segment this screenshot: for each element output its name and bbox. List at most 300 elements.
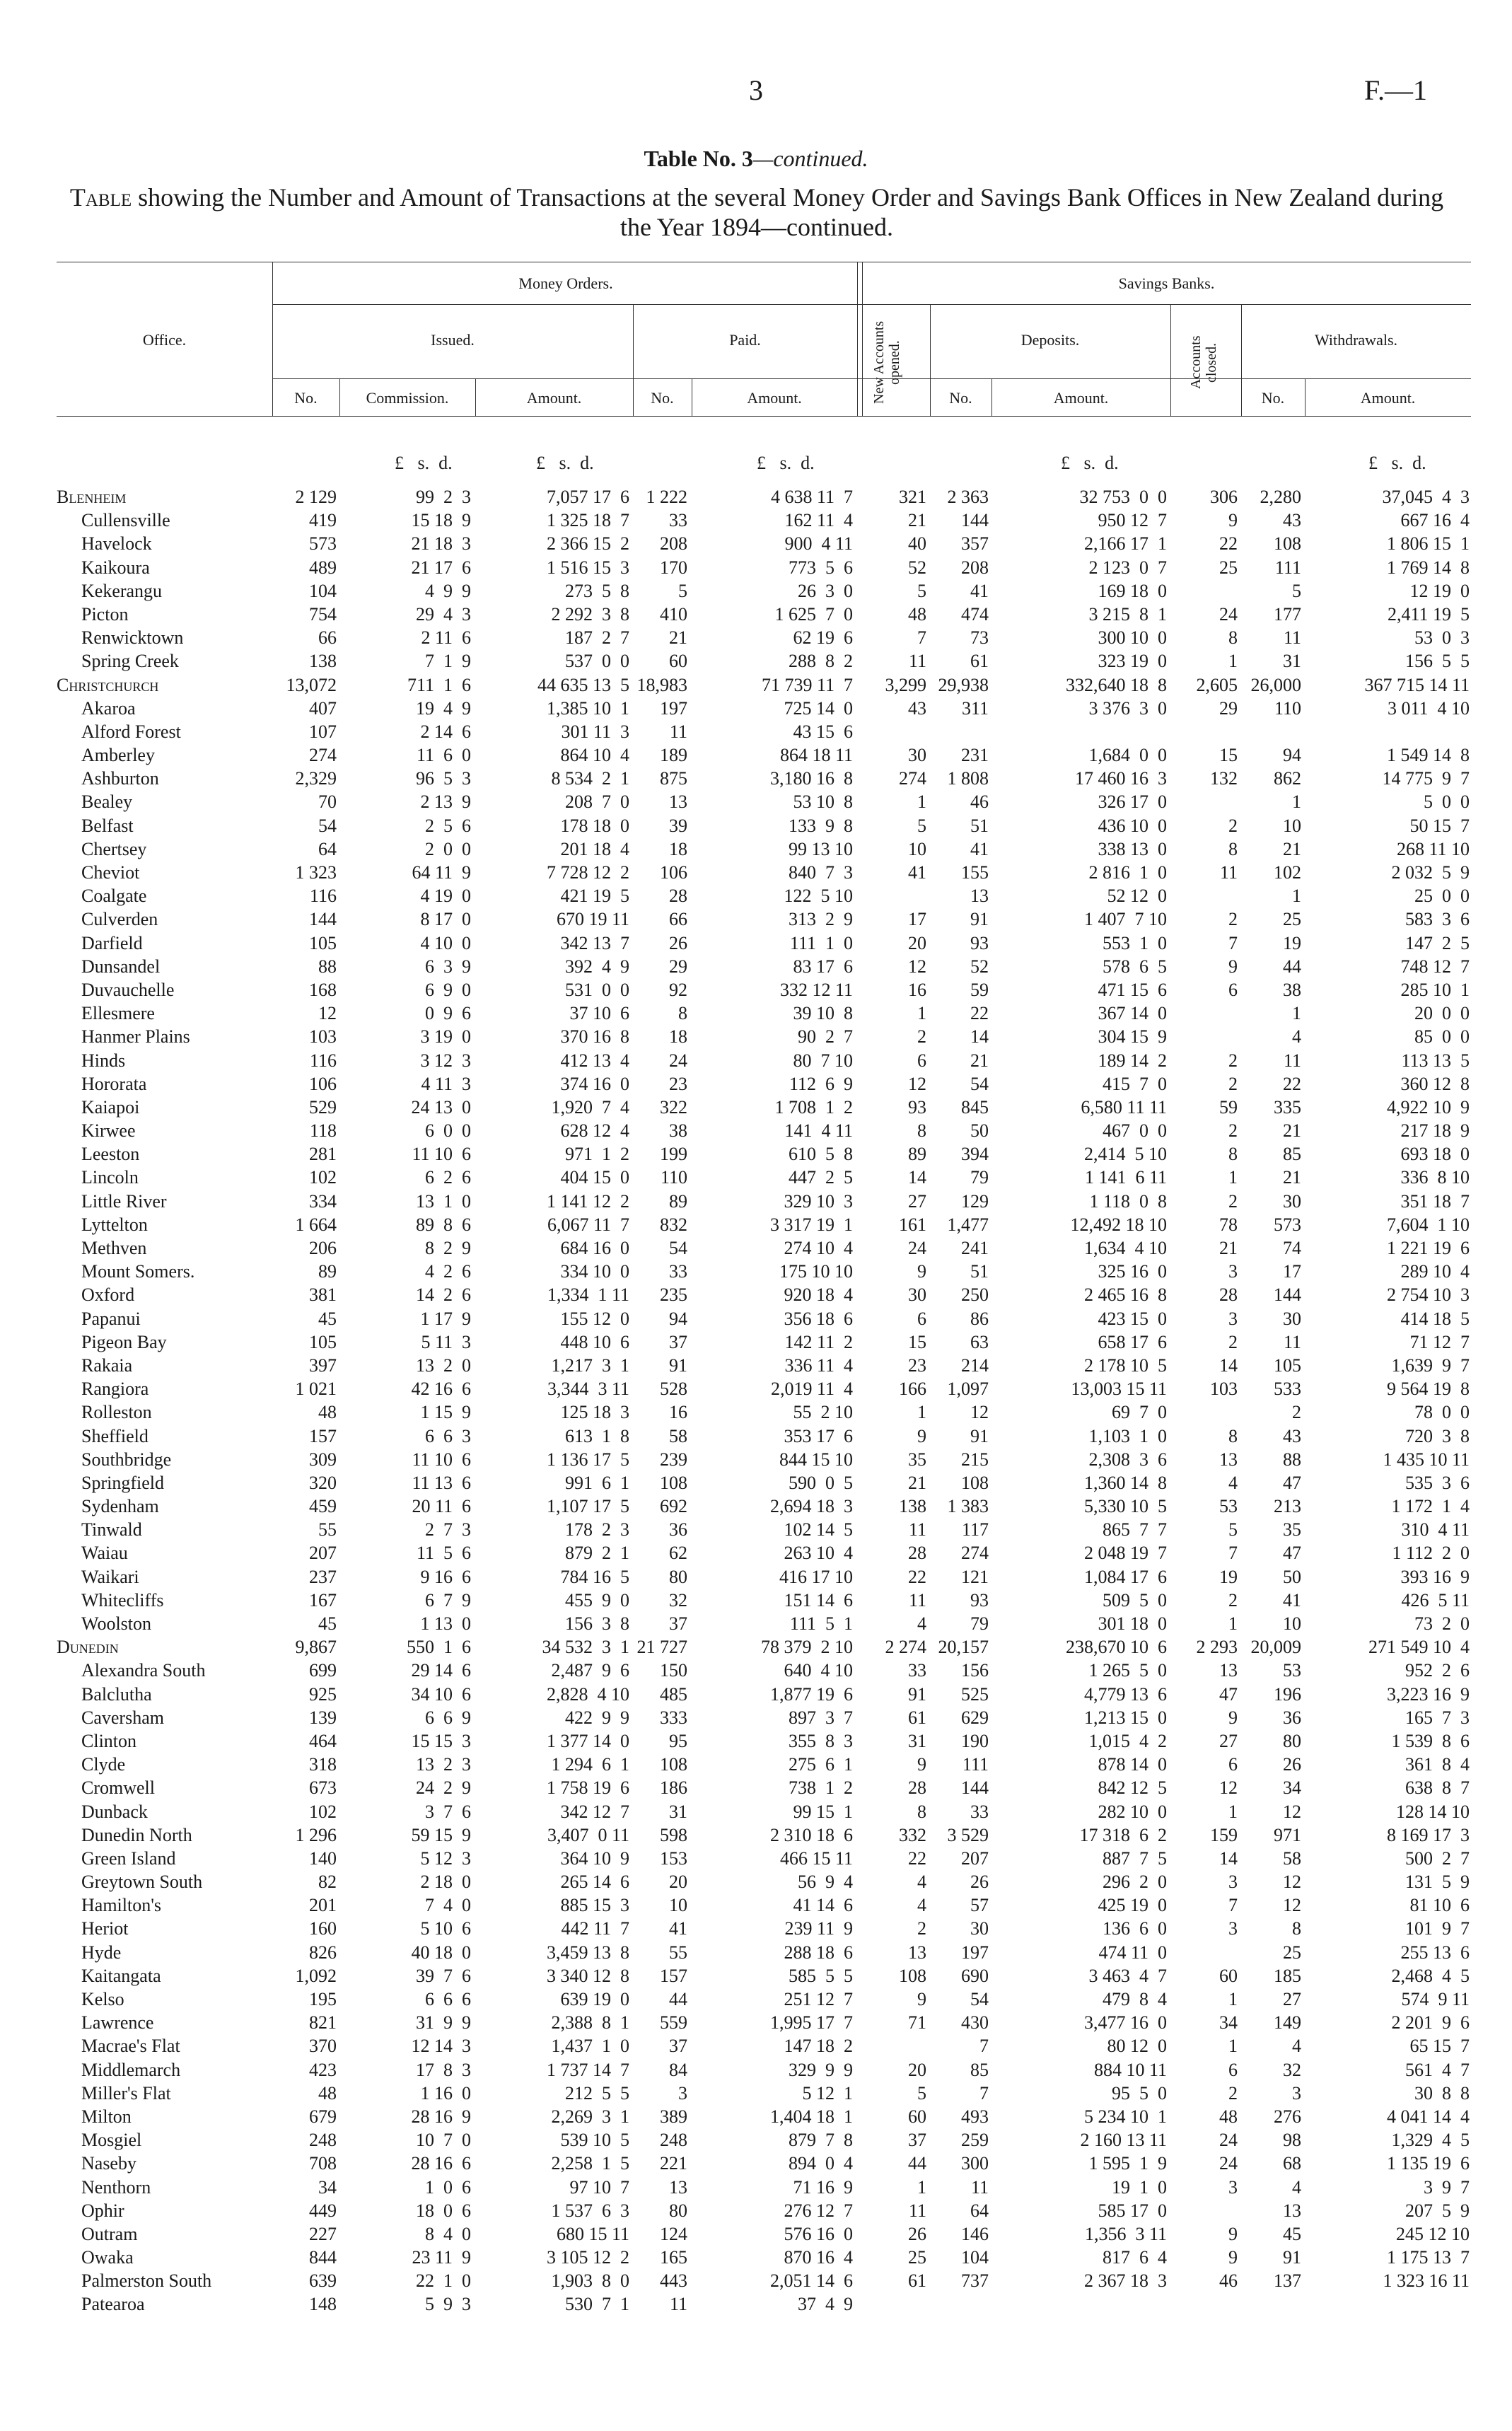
cell-deposits-amount: 1,356 3 11: [1084, 2223, 1167, 2244]
cell-withdrawals-amount: 393 16 9: [1400, 1566, 1470, 1587]
cell-withdrawals-no: 22: [1283, 1073, 1301, 1094]
cell-issued-no: 45: [318, 1613, 337, 1634]
cell-deposits-amount: 1,213 15 0: [1084, 1707, 1167, 1728]
table-row: [0, 1307, 1512, 1330]
cell-new-accounts: 11: [908, 1519, 926, 1541]
cell-commission: 2 18 0: [420, 1872, 471, 1893]
office-name: Renwicktown: [81, 627, 184, 649]
cell-paid-amount: 1,404 18 1: [770, 2106, 853, 2127]
cell-paid-amount: 1,877 19 6: [770, 1683, 853, 1705]
cell-new-accounts: 28: [908, 1543, 926, 1564]
cell-commission: 23 11 9: [412, 2247, 471, 2268]
cell-withdrawals-amount: 583 3 6: [1405, 909, 1470, 930]
cell-deposits-no: 117: [961, 1519, 989, 1541]
cell-withdrawals-amount: 3 011 4 10: [1387, 697, 1470, 719]
table-row: [0, 955, 1512, 978]
cell-deposits-amount: 323 19 0: [1098, 651, 1167, 672]
cell-paid-no: 11: [669, 721, 687, 742]
table-row: [0, 1893, 1512, 1917]
cell-accounts-closed: 2: [1228, 1331, 1238, 1352]
cell-deposits-amount: 2 123 0 7: [1088, 557, 1167, 578]
cell-issued-no: 139: [309, 1707, 337, 1728]
office-name: Palmerston South: [81, 2270, 212, 2292]
page-number: 3: [749, 74, 763, 106]
table-row: [0, 1448, 1512, 1471]
cell-paid-amount: 894 0 4: [789, 2153, 853, 2174]
cell-paid-no: 208: [660, 533, 687, 555]
caption-text: showing the Number and Amount of Transactions at the several Money Order and Savings Bank Offices in New Zealand during the Year 1894—continued.: [138, 183, 1444, 241]
office-name: Leeston: [81, 1144, 140, 1165]
cell-new-accounts: 35: [908, 1449, 926, 1470]
cell-deposits-no: 59: [970, 979, 989, 1000]
table-row: [0, 1471, 1512, 1495]
cell-paid-no: 55: [669, 1942, 687, 1963]
cell-new-accounts: 9: [917, 1425, 926, 1446]
table-row: [0, 1096, 1512, 1119]
cell-issued-amount: 531 0 0: [565, 979, 629, 1000]
cell-withdrawals-amount: 414 18 5: [1400, 1308, 1470, 1329]
office-name: Alford Forest: [81, 721, 181, 742]
cell-withdrawals-no: 88: [1283, 1449, 1301, 1470]
cell-withdrawals-amount: 720 3 8: [1405, 1425, 1470, 1446]
cell-commission: 1 17 9: [420, 1308, 471, 1329]
table-row: [0, 1025, 1512, 1048]
office-name: Macrae's Flat: [81, 2036, 180, 2057]
cell-withdrawals-amount: 50 15 7: [1409, 815, 1470, 836]
cell-commission: 6 7 9: [425, 1589, 471, 1611]
cell-commission: 29 4 3: [416, 603, 471, 625]
cell-withdrawals-no: 1: [1292, 791, 1301, 813]
cell-issued-no: 105: [309, 932, 337, 953]
cell-withdrawals-no: 20,009: [1250, 1637, 1301, 1658]
cell-accounts-closed: 3: [1228, 1308, 1238, 1329]
cell-new-accounts: 6: [917, 1308, 926, 1329]
cell-issued-no: 34: [318, 2176, 337, 2198]
cell-new-accounts: 332: [899, 1824, 926, 1845]
cell-withdrawals-no: 102: [1274, 862, 1301, 883]
table-number-suffix: —continued.: [752, 146, 868, 171]
cell-withdrawals-amount: 78 0 0: [1414, 1402, 1470, 1423]
cell-deposits-no: 274: [961, 1543, 989, 1564]
cell-paid-amount: 122 5 10: [784, 886, 853, 907]
cell-deposits-no: 30: [970, 1918, 989, 1939]
cell-deposits-no: 11: [970, 2176, 989, 2198]
cell-withdrawals-no: 111: [1274, 557, 1301, 578]
cell-issued-amount: 342 13 7: [560, 932, 629, 953]
cell-paid-amount: 2,694 18 3: [770, 1496, 853, 1517]
cell-paid-no: 199: [660, 1144, 687, 1165]
cell-issued-amount: 301 11 3: [561, 721, 629, 742]
cell-withdrawals-no: 47: [1283, 1472, 1301, 1493]
cell-paid-no: 150: [660, 1660, 687, 1681]
cell-commission: 7 1 9: [425, 651, 471, 672]
cell-withdrawals-amount: 748 12 7: [1400, 956, 1470, 977]
cell-accounts-closed: 1: [1228, 1613, 1238, 1634]
cell-commission: 19 4 9: [416, 697, 471, 719]
cell-issued-amount: 201 18 4: [560, 838, 629, 859]
cell-deposits-no: 54: [970, 1989, 989, 2009]
cell-paid-amount: 864 18 11: [779, 745, 853, 766]
table-caption: [57, 182, 1457, 242]
header-issued-no: No.: [294, 389, 318, 407]
cell-deposits-amount: 5 234 10 1: [1084, 2106, 1167, 2127]
cell-accounts-closed: 9: [1228, 1707, 1238, 1728]
office-name: Rolleston: [81, 1402, 152, 1423]
cell-accounts-closed: 13: [1219, 1660, 1238, 1681]
office-name: Kaitangata: [81, 1965, 161, 1986]
header-deposits-no: No.: [949, 389, 972, 407]
cell-withdrawals-amount: 574 9 11: [1401, 1989, 1470, 2009]
cell-accounts-closed: 7: [1228, 932, 1238, 953]
table-row: [0, 2222, 1512, 2246]
caption-lead: Table: [69, 183, 132, 211]
cell-new-accounts: 12: [908, 956, 926, 977]
cell-withdrawals-no: 13: [1283, 2200, 1301, 2221]
cell-accounts-closed: 9: [1228, 510, 1238, 531]
cell-issued-amount: 539 10 5: [560, 2130, 629, 2151]
units-paid-amount: £ s. d.: [757, 453, 815, 473]
cell-issued-no: 157: [309, 1425, 337, 1446]
cell-withdrawals-amount: 336 8 10: [1400, 1167, 1470, 1188]
cell-accounts-closed: 9: [1228, 2223, 1238, 2244]
cell-paid-no: 18,983: [636, 674, 687, 695]
cell-new-accounts: 2: [917, 1918, 926, 1939]
cell-commission: 10 7 0: [416, 2130, 471, 2151]
cell-paid-no: 322: [660, 1096, 687, 1118]
cell-withdrawals-amount: 1 769 14 8: [1387, 557, 1470, 578]
cell-issued-no: 105: [309, 1331, 337, 1352]
cell-deposits-no: 29,938: [938, 674, 989, 695]
cell-new-accounts: 14: [908, 1167, 926, 1188]
cell-paid-no: 197: [660, 697, 687, 719]
cell-deposits-no: 121: [961, 1566, 989, 1587]
cell-accounts-closed: 9: [1228, 956, 1238, 977]
cell-issued-amount: 537 0 0: [565, 651, 629, 672]
cell-deposits-no: 13: [970, 886, 989, 907]
cell-paid-amount: 920 18 4: [784, 1284, 853, 1306]
cell-issued-no: 397: [309, 1354, 337, 1376]
table-row: [0, 626, 1512, 649]
office-name: Kaikoura: [81, 557, 150, 578]
cell-issued-amount: 2 366 15 2: [547, 533, 629, 555]
cell-deposits-no: 93: [970, 1589, 989, 1611]
cell-commission: 20 11 6: [412, 1496, 471, 1517]
cell-commission: 2 13 9: [420, 791, 471, 813]
cell-accounts-closed: 24: [1219, 2130, 1238, 2151]
cell-issued-amount: 342 12 7: [560, 1801, 629, 1822]
cell-paid-amount: 879 7 8: [789, 2130, 853, 2151]
cell-paid-amount: 1 708 1 2: [774, 1096, 853, 1118]
cell-withdrawals-no: 971: [1274, 1824, 1301, 1845]
cell-withdrawals-no: 144: [1274, 1284, 1301, 1306]
office-name: Outram: [81, 2223, 138, 2244]
cell-paid-no: 84: [669, 2059, 687, 2080]
cell-withdrawals-no: 68: [1283, 2153, 1301, 2174]
cell-commission: 2 0 0: [425, 838, 471, 859]
cell-withdrawals-amount: 2,411 19 5: [1387, 603, 1470, 625]
cell-deposits-amount: 95 5 0: [1112, 2082, 1167, 2104]
cell-issued-no: 419: [309, 510, 337, 531]
cell-deposits-amount: 1 118 0 8: [1089, 1190, 1167, 1212]
cell-paid-no: 21 727: [636, 1637, 687, 1658]
table-row: [0, 1847, 1512, 1870]
cell-deposits-amount: 474 11 0: [1098, 1942, 1167, 1963]
cell-withdrawals-no: 12: [1283, 1801, 1301, 1822]
cell-withdrawals-no: 44: [1283, 956, 1301, 977]
cell-deposits-amount: 2 178 10 5: [1084, 1354, 1167, 1376]
table-row: [0, 2128, 1512, 2152]
cell-issued-no: 449: [309, 2200, 337, 2221]
cell-accounts-closed: 78: [1219, 1214, 1238, 1235]
cell-new-accounts: 12: [908, 1073, 926, 1094]
table-row: [0, 2246, 1512, 2269]
cell-paid-no: 189: [660, 745, 687, 766]
cell-paid-amount: 53 10 8: [793, 791, 853, 813]
cell-withdrawals-amount: 128 14 10: [1396, 1801, 1470, 1822]
cell-new-accounts: 2 274: [885, 1637, 926, 1658]
cell-deposits-amount: 471 15 6: [1098, 979, 1167, 1000]
cell-issued-no: 148: [309, 2294, 337, 2315]
cell-commission: 6 0 0: [425, 1120, 471, 1142]
cell-issued-amount: 265 14 6: [560, 1872, 629, 1893]
cell-issued-no: 370: [309, 2036, 337, 2057]
table-row: [0, 649, 1512, 673]
cell-paid-no: 37: [669, 2036, 687, 2057]
cell-accounts-closed: 29: [1219, 697, 1238, 719]
cell-new-accounts: 26: [908, 2223, 926, 2244]
office-name: Belfast: [81, 815, 134, 836]
units-issued-amount: £ s. d.: [536, 453, 594, 473]
cell-issued-no: 826: [309, 1942, 337, 1963]
office-name: Tinwald: [81, 1519, 142, 1541]
cell-withdrawals-no: 35: [1283, 1519, 1301, 1541]
table-row: [0, 532, 1512, 555]
cell-commission: 13 1 0: [416, 1190, 471, 1212]
cell-deposits-amount: 296 2 0: [1103, 1872, 1167, 1893]
cell-new-accounts: 4: [917, 1872, 926, 1893]
cell-paid-no: 62: [669, 1543, 687, 1564]
cell-issued-no: 708: [309, 2153, 337, 2174]
cell-paid-amount: 2 310 18 6: [770, 1824, 853, 1845]
cell-issued-amount: 2 292 3 8: [551, 603, 629, 625]
cell-issued-amount: 2,269 3 1: [551, 2106, 629, 2127]
cell-accounts-closed: 19: [1219, 1566, 1238, 1587]
cell-issued-amount: 680 15 11: [556, 2223, 629, 2244]
cell-issued-amount: 1 377 14 0: [547, 1730, 629, 1751]
cell-accounts-closed: 34: [1219, 2012, 1238, 2033]
cell-withdrawals-amount: 165 7 3: [1405, 1707, 1470, 1728]
cell-paid-amount: 133 9 8: [789, 815, 853, 836]
cell-deposits-no: 63: [970, 1331, 989, 1352]
office-name: Darfield: [81, 932, 143, 953]
table-row: [0, 2199, 1512, 2222]
office-name: Middlemarch: [81, 2059, 181, 2080]
cell-paid-amount: 151 14 6: [784, 1589, 853, 1611]
cell-withdrawals-amount: 131 5 9: [1405, 1872, 1470, 1893]
cell-new-accounts: 274: [899, 768, 926, 789]
header-withdrawals-no: No.: [1261, 389, 1285, 407]
cell-deposits-no: 91: [970, 1425, 989, 1446]
cell-issued-amount: 34 532 3 1: [542, 1637, 629, 1658]
cell-paid-no: 18: [669, 838, 687, 859]
cell-accounts-closed: 8: [1228, 838, 1238, 859]
cell-issued-no: 12: [318, 1003, 337, 1024]
cell-withdrawals-no: 43: [1283, 1425, 1301, 1446]
cell-deposits-amount: 2 160 13 11: [1080, 2130, 1167, 2151]
cell-issued-amount: 3 105 12 2: [547, 2247, 629, 2268]
cell-deposits-amount: 415 7 0: [1103, 1073, 1167, 1094]
cell-withdrawals-amount: 2 201 9 6: [1391, 2012, 1470, 2033]
cell-commission: 14 2 6: [416, 1284, 471, 1306]
cell-issued-amount: 1,385 10 1: [547, 697, 629, 719]
cell-withdrawals-no: 31: [1283, 651, 1301, 672]
cell-commission: 5 10 6: [420, 1918, 471, 1939]
cell-paid-amount: 56 9 4: [798, 1872, 853, 1893]
office-name: Waiau: [81, 1543, 128, 1564]
cell-withdrawals-no: 10: [1283, 1613, 1301, 1634]
cell-commission: 64 11 9: [412, 862, 471, 883]
cell-issued-no: 64: [318, 838, 337, 859]
office-name: Southbridge: [81, 1449, 172, 1470]
cell-paid-no: 692: [660, 1496, 687, 1517]
cell-issued-no: 89: [318, 1261, 337, 1282]
cell-paid-amount: 274 10 4: [784, 1238, 853, 1258]
header-savings-banks: Savings Banks.: [1118, 274, 1215, 292]
cell-commission: 6 6 3: [425, 1425, 471, 1446]
cell-deposits-no: 50: [970, 1120, 989, 1142]
cell-deposits-no: 208: [961, 557, 989, 578]
cell-deposits-amount: 2 367 18 3: [1084, 2270, 1167, 2292]
office-name: Mosgiel: [81, 2130, 142, 2151]
cell-deposits-no: 57: [970, 1895, 989, 1916]
cell-issued-amount: 1,107 17 5: [547, 1496, 629, 1517]
cell-deposits-no: 20,157: [938, 1637, 989, 1658]
cell-withdrawals-no: 25: [1283, 1942, 1301, 1963]
office-name: Havelock: [81, 533, 152, 555]
cell-commission: 18 0 6: [416, 2200, 471, 2221]
cell-issued-amount: 7 728 12 2: [547, 862, 629, 883]
cell-issued-amount: 971 1 2: [565, 1144, 629, 1165]
cell-paid-amount: 466 15 11: [779, 1847, 853, 1869]
cell-withdrawals-no: 26,000: [1250, 674, 1301, 695]
table-row: [0, 556, 1512, 579]
cell-withdrawals-no: 196: [1274, 1683, 1301, 1705]
cell-issued-amount: 784 16 5: [560, 1566, 629, 1587]
cell-issued-no: 116: [309, 1050, 337, 1071]
cell-issued-no: 55: [318, 1519, 337, 1541]
cell-withdrawals-amount: 2 032 5 9: [1391, 862, 1470, 883]
cell-paid-no: 221: [660, 2153, 687, 2174]
cell-paid-no: 248: [660, 2130, 687, 2151]
cell-deposits-amount: 423 15 0: [1098, 1308, 1167, 1329]
cell-issued-no: 334: [309, 1190, 337, 1212]
cell-paid-no: 92: [669, 979, 687, 1000]
office-name: Blenheim: [57, 487, 127, 507]
cell-deposits-amount: 2,166 17 1: [1084, 533, 1167, 555]
cell-issued-no: 82: [318, 1872, 337, 1893]
cell-accounts-closed: 7: [1228, 1895, 1238, 1916]
table-row: [0, 1072, 1512, 1096]
cell-withdrawals-no: 335: [1274, 1096, 1301, 1118]
cell-deposits-amount: 467 0 0: [1103, 1120, 1167, 1142]
office-name: Caversham: [81, 1707, 164, 1728]
cell-paid-amount: 147 18 2: [784, 2036, 853, 2057]
cell-withdrawals-no: 27: [1283, 1989, 1301, 2009]
cell-paid-no: 33: [669, 1261, 687, 1282]
table-row: [0, 2292, 1512, 2316]
table-row: [0, 603, 1512, 626]
cell-deposits-no: 241: [961, 1238, 989, 1258]
cell-paid-amount: 356 18 6: [784, 1308, 853, 1329]
units-commission: £ s. d.: [395, 453, 453, 473]
cell-new-accounts: 23: [908, 1354, 926, 1376]
cell-issued-amount: 613 1 8: [565, 1425, 629, 1446]
cell-accounts-closed: 12: [1219, 1777, 1238, 1799]
office-name: Oxford: [81, 1284, 135, 1306]
cell-withdrawals-amount: 1,639 9 7: [1391, 1354, 1470, 1376]
cell-paid-amount: 332 12 11: [779, 979, 853, 1000]
office-name: Milton: [81, 2106, 132, 2127]
cell-accounts-closed: 3: [1228, 1918, 1238, 1939]
cell-paid-no: 24: [669, 1050, 687, 1071]
cell-paid-no: 95: [669, 1730, 687, 1751]
cell-commission: 29 14 6: [411, 1660, 471, 1681]
cell-paid-no: 13: [669, 791, 687, 813]
table-row: [0, 1635, 1512, 1659]
cell-new-accounts: 37: [908, 2130, 926, 2151]
cell-paid-no: 41: [669, 1918, 687, 1939]
office-name: Springfield: [81, 1472, 164, 1493]
cell-deposits-no: 144: [961, 1777, 989, 1799]
cell-withdrawals-amount: 14 775 9 7: [1382, 768, 1470, 789]
cell-accounts-closed: 2: [1228, 2082, 1238, 2104]
cell-accounts-closed: 47: [1219, 1683, 1238, 1705]
office-name: Christchurch: [57, 674, 159, 695]
cell-issued-no: 464: [309, 1730, 337, 1751]
cell-withdrawals-no: 30: [1283, 1308, 1301, 1329]
cell-commission: 40 18 0: [411, 1942, 471, 1963]
office-name: Lyttelton: [81, 1214, 148, 1235]
cell-accounts-closed: 8: [1228, 1144, 1238, 1165]
cell-deposits-amount: 5,330 10 5: [1084, 1496, 1167, 1517]
cell-deposits-no: 91: [970, 909, 989, 930]
cell-accounts-closed: 2: [1228, 1190, 1238, 1212]
cell-accounts-closed: 1: [1228, 2036, 1238, 2057]
office-name: Coalgate: [81, 886, 147, 907]
cell-issued-no: 106: [309, 1073, 337, 1094]
cell-new-accounts: 9: [917, 1989, 926, 2009]
office-name: Amberley: [81, 745, 155, 766]
header-withdrawals-amount: Amount.: [1360, 389, 1416, 407]
cell-accounts-closed: 21: [1219, 1238, 1238, 1258]
cell-issued-no: 381: [309, 1284, 337, 1306]
cell-issued-amount: 1 325 18 7: [547, 510, 629, 531]
cell-issued-no: 54: [318, 815, 337, 836]
cell-accounts-closed: 6: [1228, 1754, 1238, 1775]
office-name: Balclutha: [81, 1683, 152, 1705]
cell-commission: 24 2 9: [416, 1777, 471, 1799]
cell-deposits-amount: 80 12 0: [1107, 2036, 1167, 2057]
cell-withdrawals-amount: 1 539 8 6: [1391, 1730, 1470, 1751]
cell-commission: 2 7 3: [425, 1519, 471, 1541]
cell-accounts-closed: 25: [1219, 557, 1238, 578]
cell-issued-amount: 991 6 1: [565, 1472, 629, 1493]
office-name: Cheviot: [81, 862, 140, 883]
units-deposits-amount: £ s. d.: [1061, 453, 1119, 473]
office-name: Clyde: [81, 1754, 126, 1775]
cell-withdrawals-amount: 1 112 2 0: [1392, 1543, 1470, 1564]
header-paid: Paid.: [729, 331, 761, 349]
